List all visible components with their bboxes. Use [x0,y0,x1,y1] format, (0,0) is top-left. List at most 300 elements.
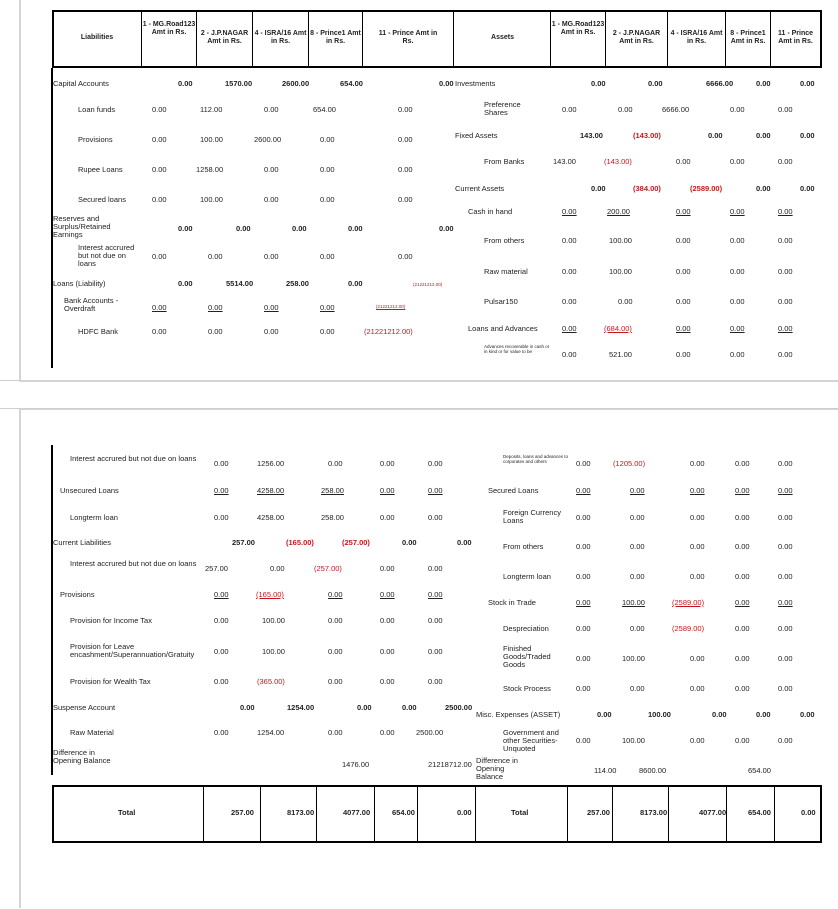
cell-value: 0.00 [730,297,745,306]
cell-value: 0.00 [630,572,645,581]
cell-value: 0.00 [735,513,750,522]
cell-value: 0.00 [152,303,167,312]
cell-value: 0.00 [380,590,395,599]
cell-value: 0.00 [236,224,251,233]
row-label: Reserves and Surplus/Retained Earnings [53,214,111,239]
total-value: 8173.00 [640,808,668,817]
cell-value-negative: (2589.00) [672,598,705,607]
cell-value: 257.00 [232,538,255,547]
row-label: Secured loans [78,195,126,204]
col-header-isra-assets: 4 - ISRA/16 Amt in Rs. [670,30,723,45]
cell-value: 0.00 [328,616,343,625]
cell-value-negative: (21221212.00) [413,282,443,287]
total-label-assets: Total [511,808,529,817]
cell-value: 100.00 [609,236,632,245]
header-divider [550,10,551,68]
cell-value: 0.00 [690,684,705,693]
cell-value: 0.00 [562,236,577,245]
cell-value: 0.00 [735,542,750,551]
cell-value: 0.00 [380,647,395,656]
total-top-border [52,785,822,787]
cell-value: 0.00 [735,684,750,693]
cell-value: 0.00 [562,350,577,359]
cell-value: 0.00 [562,324,577,333]
cell-value: 0.00 [690,486,705,495]
cell-value: 0.00 [778,207,793,216]
cell-value: 2600.00 [254,135,282,144]
total-divider [774,785,775,843]
cell-value: 0.00 [778,513,793,522]
cell-value: 0.00 [756,710,771,719]
cell-value: 0.00 [576,624,591,633]
cell-value: 0.00 [208,327,223,336]
total-value: 654.00 [392,808,415,817]
cell-value: 0.00 [730,267,745,276]
cell-value: 6666.00 [706,79,734,88]
cell-value: 258.00 [321,513,344,522]
cell-value: 0.00 [328,459,343,468]
cell-value: 0.00 [328,677,343,686]
cell-value: 0.00 [402,538,417,547]
cell-value: 0.00 [320,195,335,204]
cell-value: 1258.00 [196,165,224,174]
cell-value-negative: (257.00) [314,564,342,573]
row-label: Misc. Expenses (ASSET) [476,710,561,719]
cell-value: 0.00 [690,542,705,551]
row-label: Raw Material [70,728,114,737]
cell-value: 0.00 [676,350,691,359]
cell-value: 0.00 [735,598,750,607]
cell-value: 0.00 [402,703,417,712]
cell-value: 0.00 [320,327,335,336]
cell-value: 0.00 [152,327,167,336]
col-header-mgroad-assets: 1 - MG.Road123 Amt in Rs. [551,21,605,36]
cell-value: 654.00 [340,79,363,88]
total-value: 257.00 [231,808,254,817]
cell-value: 0.00 [428,459,443,468]
cell-value: 0.00 [428,647,443,656]
cell-value: 0.00 [778,157,793,166]
cell-value: 0.00 [676,324,691,333]
cell-value: 0.00 [576,486,591,495]
col-header-isra: 4 - ISRA/16 Amt in Rs. [254,30,307,45]
cell-value: 0.00 [576,684,591,693]
cell-value: 0.00 [778,267,793,276]
cell-value: 0.00 [562,207,577,216]
cell-value: 0.00 [264,303,279,312]
cell-value: 4258.00 [257,513,285,522]
header-bottom-border [52,66,822,68]
total-divider [316,785,317,843]
cell-value: 100.00 [648,710,671,719]
cell-value: 0.00 [576,572,591,581]
cell-value: 0.00 [380,616,395,625]
cell-value: 0.00 [348,224,363,233]
cell-value-negative: (384.00) [633,184,661,193]
cell-value: 0.00 [270,564,285,573]
cell-value: 1476.00 [342,760,370,769]
cell-value: 0.00 [214,616,229,625]
cell-value: 0.00 [152,195,167,204]
cell-value: 0.00 [328,728,343,737]
balance-sheet-page-1 [0,0,838,381]
cell-value-negative: (21221212.00) [364,327,413,336]
cell-value: 654.00 [748,766,771,775]
row-label: Provision for Income Tax [70,616,152,625]
total-divider [260,785,261,843]
cell-value: 0.00 [756,79,771,88]
row-label: Interest accrured but not due on loans [70,559,197,568]
cell-value: 100.00 [622,598,645,607]
cell-value: 0.00 [597,710,612,719]
cell-value: 5514.00 [226,279,254,288]
cell-value: 0.00 [240,703,255,712]
cell-value: 258.00 [321,486,344,495]
row-label: Interest accrured but not due on loans [78,243,135,268]
liabilities-header: Liabilities [80,34,114,41]
cell-value: 0.00 [676,297,691,306]
cell-value: 0.00 [214,513,229,522]
cell-value: 0.00 [439,224,454,233]
cell-value: 0.00 [778,572,793,581]
total-right-border [820,785,822,843]
cell-value: 2500.00 [445,703,473,712]
cell-value: 0.00 [676,157,691,166]
cell-value-negative: (257.00) [342,538,370,547]
cell-value: 1570.00 [225,79,253,88]
cell-value: 0.00 [591,184,606,193]
cell-value: 0.00 [690,654,705,663]
col-header-prince: 11 - Prince Amt in Rs. [378,30,438,45]
row-label: Deposits, loans and advances to corporates and others [503,454,569,464]
total-divider [374,785,375,843]
cell-value: 0.00 [730,350,745,359]
row-label: Advances recoverable in cash or in kind or for value to be [484,344,550,354]
cell-value: 0.00 [264,165,279,174]
cell-value: 0.00 [428,486,443,495]
header-top-border [52,10,822,12]
row-label: Current Liabilities [53,538,111,547]
row-label: Longterm loan [503,572,551,581]
row-label: Current Assets [455,184,505,193]
cell-value: 100.00 [200,195,223,204]
cell-value: 1254.00 [287,703,315,712]
cell-value: 0.00 [800,79,815,88]
cell-value: 0.00 [778,654,793,663]
cell-value: 0.00 [380,513,395,522]
row-label: Provisions [60,590,95,599]
cell-value: 0.00 [178,79,193,88]
cell-value: 0.00 [398,165,413,174]
row-label: Secured Loans [488,486,539,495]
cell-value: 0.00 [800,710,815,719]
cell-value-negative: (21221212.00) [376,304,406,309]
row-label: Provision for Leave encashment/Superannuation/Gratuity [70,642,195,659]
cell-value: 0.00 [178,279,193,288]
total-value: 4077.00 [699,808,727,817]
cell-value: 0.00 [292,224,307,233]
cell-value-negative: (684.00) [604,324,632,333]
cell-value: 0.00 [214,459,229,468]
row-label: Provisions [78,135,113,144]
cell-value: 0.00 [576,459,591,468]
cell-value: 0.00 [214,677,229,686]
cell-value: 0.00 [618,105,633,114]
cell-value: 0.00 [428,513,443,522]
row-label: Government and other Securities-Unquoted [503,728,559,753]
total-divider [567,785,568,843]
cell-value: 4258.00 [257,486,285,495]
cell-value: 0.00 [208,252,223,261]
row-label: Loans and Advances [468,324,538,333]
cell-value: 0.00 [264,252,279,261]
row-label: Finished Goods/Traded Goods [503,644,551,669]
page-edge [19,0,21,381]
cell-value: 0.00 [152,165,167,174]
cell-value: 0.00 [778,598,793,607]
cell-value: 1254.00 [257,728,285,737]
cell-value: 0.00 [208,303,223,312]
total-value: 257.00 [587,808,610,817]
cell-value: 0.00 [778,486,793,495]
row-label: Loan funds [78,105,116,114]
cell-value: 0.00 [328,590,343,599]
cell-value: 0.00 [690,736,705,745]
cell-value: 100.00 [262,647,285,656]
cell-value: 0.00 [178,224,193,233]
cell-value: 0.00 [630,684,645,693]
cell-value: 0.00 [320,165,335,174]
cell-value: 0.00 [380,564,395,573]
cell-value: 0.00 [214,590,229,599]
cell-value: 0.00 [778,105,793,114]
cell-value: 0.00 [264,327,279,336]
cell-value: 0.00 [648,79,663,88]
total-label-liabilities: Total [118,808,136,817]
cell-value: 0.00 [778,236,793,245]
total-divider [668,785,669,843]
row-label: Stock in Trade [488,598,536,607]
cell-value: 0.00 [398,195,413,204]
row-label: Difference in Opening Balance [53,748,111,765]
cell-value: 0.00 [778,624,793,633]
row-label: Suspense Account [53,703,116,712]
cell-value: 0.00 [630,624,645,633]
row-label: From others [503,542,544,551]
cell-value: 112.00 [200,105,223,114]
cell-value: 100.00 [262,616,285,625]
cell-value: 0.00 [778,324,793,333]
cell-value-negative: (1205.00) [613,459,646,468]
cell-value: 0.00 [676,236,691,245]
col-header-mgroad: 1 - MG.Road123 Amt in Rs. [142,21,196,36]
cell-value: 0.00 [591,79,606,88]
row-label: Capital Accounts [53,79,109,88]
cell-value: 0.00 [328,647,343,656]
cell-value: 0.00 [778,684,793,693]
cell-value-negative: (165.00) [256,590,284,599]
cell-value-negative: (143.00) [604,157,632,166]
assets-header: Assets [491,34,514,41]
cell-value: 0.00 [576,513,591,522]
cell-value: 0.00 [320,303,335,312]
cell-value: 0.00 [778,297,793,306]
cell-value: 0.00 [152,135,167,144]
cell-value: 143.00 [580,131,603,140]
cell-value: 21218712.00 [428,760,472,769]
row-label: Foreign Currency Loans [503,508,561,525]
row-label: Cash in hand [468,207,513,216]
cell-value: 100.00 [622,736,645,745]
total-value: 654.00 [748,808,771,817]
cell-value: 0.00 [708,131,723,140]
cell-value: 0.00 [320,252,335,261]
total-divider [475,785,476,843]
total-divider [203,785,204,843]
cell-value-negative: (143.00) [633,131,661,140]
cell-value: 0.00 [562,297,577,306]
cell-value: 0.00 [380,728,395,737]
cell-value: 100.00 [622,654,645,663]
cell-value: 0.00 [214,486,229,495]
cell-value: 0.00 [800,184,815,193]
cell-value: 0.00 [264,195,279,204]
cell-value: 0.00 [576,654,591,663]
cell-value: 258.00 [286,279,309,288]
cell-value: 0.00 [730,157,745,166]
total-value: 8173.00 [287,808,315,817]
cell-value-negative: (2589.00) [672,624,705,633]
cell-value-negative: (2589.00) [690,184,723,193]
cell-value: 521.00 [609,350,632,359]
cell-value: 0.00 [562,105,577,114]
cell-value: 0.00 [428,677,443,686]
cell-value: 0.00 [730,105,745,114]
row-label: Unsecured Loans [60,486,119,495]
total-divider [612,785,613,843]
cell-value: 0.00 [735,624,750,633]
total-bottom-border [52,841,822,843]
total-left-border [52,785,54,843]
header-divider [362,10,363,68]
cell-value: 2600.00 [282,79,310,88]
row-label: Longterm loan [70,513,118,522]
col-header-prince-assets: 11 - Prince Amt in Rs. [777,30,814,45]
cell-value: 0.00 [730,236,745,245]
cell-value-negative: (365.00) [257,677,285,686]
cell-value: 0.00 [676,267,691,276]
cell-value: 654.00 [313,105,336,114]
header-divider [453,10,454,68]
cell-value: 0.00 [778,736,793,745]
col-header-prince1-assets: 8 - Prince1 Amt in Rs. [730,30,766,45]
row-label: From others [484,236,525,245]
cell-value: 0.00 [630,486,645,495]
row-label: Raw material [484,267,528,276]
cell-value: 0.00 [730,207,745,216]
row-label: Bank Accounts - Overdraft [64,296,119,313]
cell-value: 0.00 [398,105,413,114]
cell-value: 0.00 [264,105,279,114]
cell-value: 0.00 [398,135,413,144]
cell-value: 0.00 [800,131,815,140]
header-divider [141,10,142,68]
cell-value: 0.00 [380,459,395,468]
cell-value: 0.00 [214,647,229,656]
row-label: Difference in Opening Balance [476,756,518,781]
header-right-border [820,10,822,68]
cell-value: 257.00 [205,564,228,573]
cell-value: 0.00 [735,572,750,581]
cell-value: 0.00 [735,736,750,745]
cell-value: 0.00 [712,710,727,719]
cell-value: 0.00 [428,564,443,573]
col-header-jpnagar: 2 - J.P.NAGAR Amt in Rs. [200,30,249,45]
cell-value: 0.00 [778,350,793,359]
left-margin-rule [51,445,53,775]
cell-value: 0.00 [690,572,705,581]
total-divider [726,785,727,843]
row-label: Loans (Liability) [53,279,106,288]
cell-value: 2500.00 [416,728,444,737]
cell-value: 200.00 [607,207,630,216]
cell-value: 0.00 [618,297,633,306]
row-label: HDFC Bank [78,327,119,336]
row-label: Investments [455,79,496,88]
total-divider [417,785,418,843]
total-value: 0.00 [801,808,816,817]
cell-value: 100.00 [200,135,223,144]
col-header-prince1: 8 - Prince1 Amt in Rs. [310,30,361,45]
cell-value: 0.00 [576,736,591,745]
cell-value: 0.00 [576,542,591,551]
cell-value-negative: (165.00) [286,538,314,547]
cell-value: 0.00 [428,616,443,625]
cell-value: 0.00 [457,538,472,547]
cell-value: 0.00 [398,252,413,261]
row-label: Fixed Assets [455,131,498,140]
balance-sheet-page-2 [0,408,838,909]
row-label: Rupee Loans [78,165,123,174]
cell-value: 0.00 [630,542,645,551]
row-label: Preference Shares [484,100,521,117]
cell-value: 6666.00 [662,105,690,114]
cell-value: 0.00 [380,486,395,495]
cell-value: 0.00 [562,267,577,276]
cell-value: 0.00 [380,677,395,686]
cell-value: 0.00 [348,279,363,288]
cell-value: 0.00 [439,79,454,88]
cell-value: 0.00 [735,459,750,468]
cell-value: 114.00 [594,766,617,775]
cell-value: 0.00 [690,513,705,522]
cell-value: 0.00 [676,207,691,216]
cell-value: 8600.00 [639,766,667,775]
cell-value: 0.00 [214,728,229,737]
cell-value: 0.00 [690,459,705,468]
cell-value: 0.00 [320,135,335,144]
cell-value: 0.00 [576,598,591,607]
cell-value: 0.00 [735,654,750,663]
cell-value: 0.00 [756,184,771,193]
cell-value: 0.00 [735,486,750,495]
cell-value: 0.00 [730,324,745,333]
col-header-jpnagar-assets: 2 - J.P.NAGAR Amt in Rs. [612,30,661,45]
cell-value: 143.00 [553,157,576,166]
cell-value: 0.00 [357,703,372,712]
cell-value: 1256.00 [257,459,285,468]
cell-value: 100.00 [609,267,632,276]
